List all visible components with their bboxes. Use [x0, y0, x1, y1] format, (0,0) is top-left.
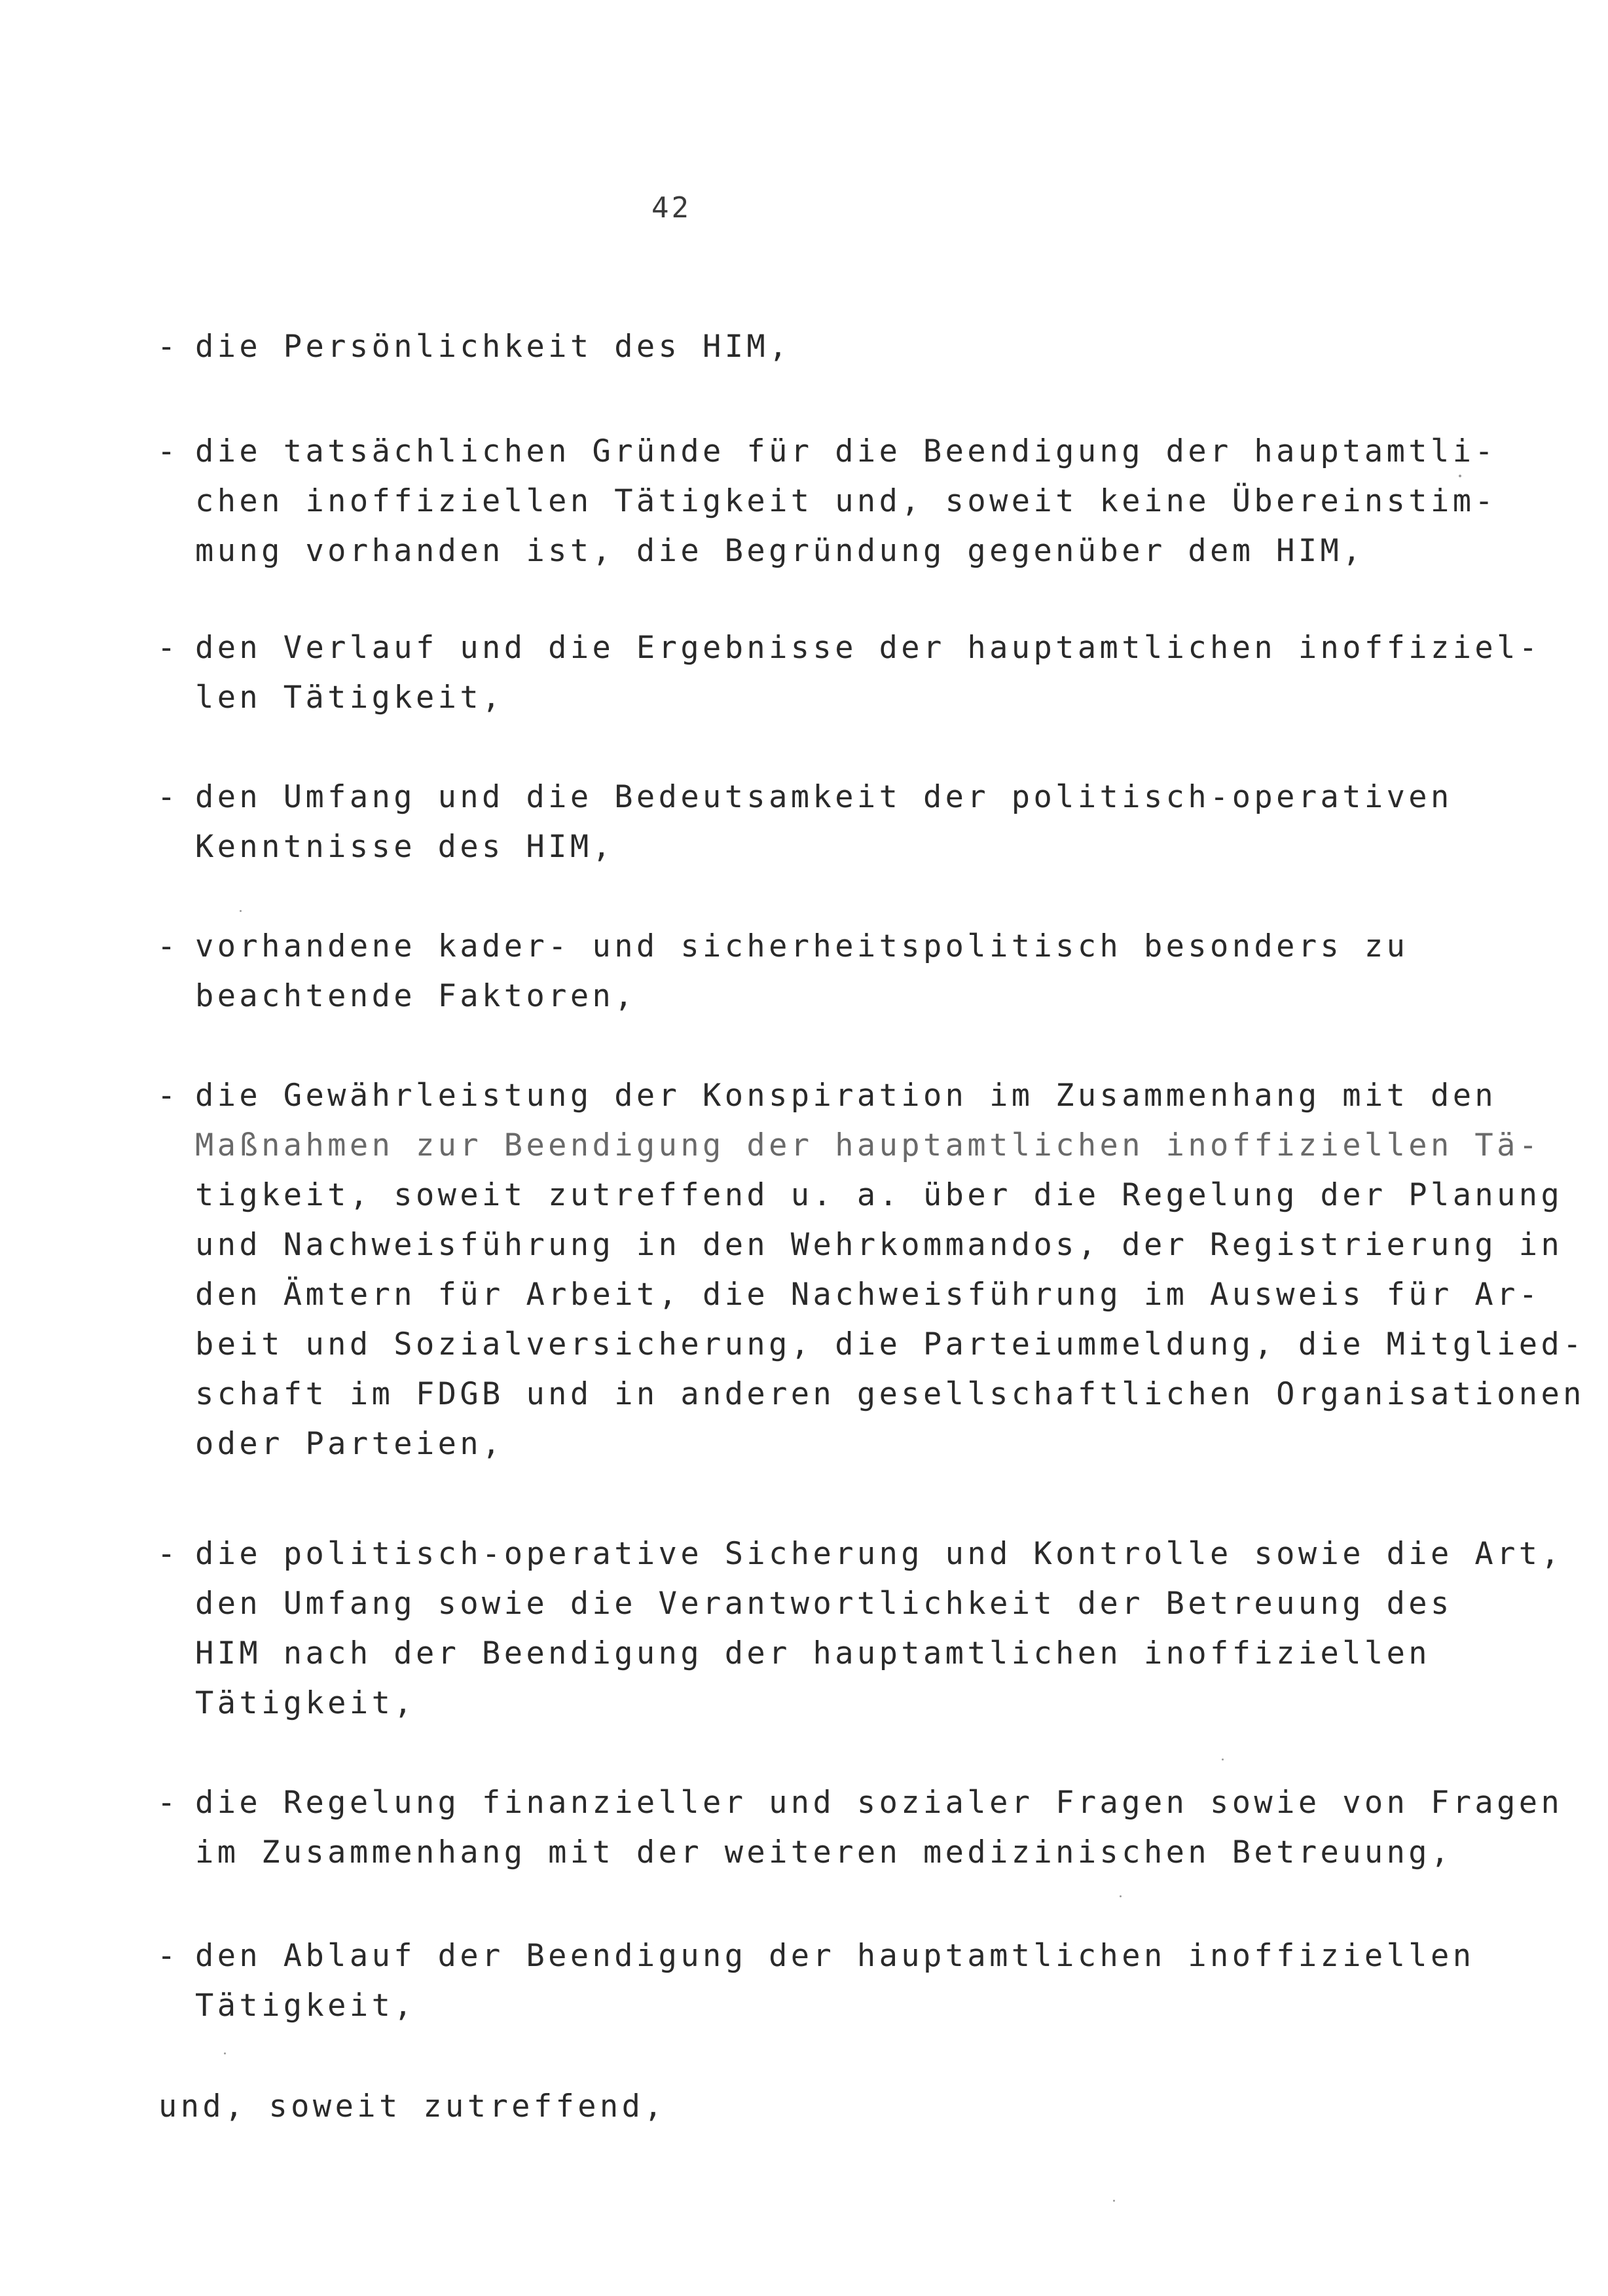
- list-item-line: Tätigkeit,: [195, 1685, 416, 1721]
- list-item-line: die Regelung finanzieller und sozialer Fragen sowie von Fragen: [195, 1785, 1563, 1821]
- list-dash: -: [157, 433, 179, 469]
- scan-speck: [1120, 1895, 1122, 1897]
- scan-speck: [1113, 2200, 1115, 2202]
- list-dash: -: [157, 1078, 179, 1114]
- list-item-line: den Umfang sowie die Verantwortlichkeit der Betreuung des: [195, 1586, 1453, 1622]
- scan-speck: [224, 2052, 226, 2054]
- list-item-line: den Umfang und die Bedeutsamkeit der politisch-operativen: [195, 779, 1453, 815]
- list-item-line: beachtende Faktoren,: [195, 978, 636, 1014]
- list-item-line: tigkeit, soweit zutreffend u. a. über die Regelung der Planung: [195, 1177, 1563, 1213]
- list-item-line: im Zusammenhang mit der weiteren medizinischen Betreuung,: [195, 1834, 1453, 1870]
- list-item-line: len Tätigkeit,: [195, 680, 504, 716]
- list-dash: -: [157, 779, 179, 815]
- list-dash: -: [157, 329, 179, 365]
- scan-speck: [1459, 475, 1461, 477]
- list-item-line: die tatsächlichen Gründe für die Beendigung der hauptamtli-: [195, 433, 1497, 469]
- list-item-line: die Persönlichkeit des HIM,: [195, 329, 791, 365]
- list-item-line: chen inoffiziellen Tätigkeit und, soweit keine Übereinstim-: [195, 483, 1497, 519]
- list-item-line: beit und Sozialversicherung, die Parteiummeldung, die Mitglied-: [195, 1326, 1585, 1362]
- list-dash: -: [157, 1938, 179, 1974]
- scan-speck: [240, 910, 242, 912]
- closing-line: und, soweit zutreffend,: [158, 2088, 667, 2124]
- list-item-line: den Verlauf und die Ergebnisse der hauptamtlichen inoffiziel-: [195, 630, 1541, 666]
- list-item-line: die Gewährleistung der Konspiration im Zusammenhang mit den: [195, 1078, 1497, 1114]
- list-item-line: HIM nach der Beendigung der hauptamtlichen inoffiziellen: [195, 1635, 1431, 1671]
- list-dash: -: [157, 1785, 179, 1821]
- scan-speck: [1222, 1758, 1224, 1760]
- list-item-line: Kenntnisse des HIM,: [195, 829, 615, 865]
- list-item-line: Tätigkeit,: [195, 1988, 416, 2024]
- list-item-line: vorhandene kader- und sicherheitspolitisch besonders zu: [195, 928, 1409, 964]
- list-item-line: den Ablauf der Beendigung der hauptamtlichen inoffiziellen: [195, 1938, 1475, 1974]
- list-item-line: den Ämtern für Arbeit, die Nachweisführung im Ausweis für Ar-: [195, 1277, 1541, 1313]
- list-item-line: und Nachweisführung in den Wehrkommandos, der Registrierung in: [195, 1227, 1563, 1263]
- list-dash: -: [157, 630, 179, 666]
- list-dash: -: [157, 1536, 179, 1572]
- list-dash: -: [157, 928, 179, 964]
- list-item-line: schaft im FDGB und in anderen gesellschaftlichen Organisationen: [195, 1376, 1585, 1412]
- list-item-line: Maßnahmen zur Beendigung der hauptamtlichen inoffiziellen Tä-: [195, 1127, 1541, 1163]
- page-number: 42: [651, 191, 691, 225]
- list-item-line: mung vorhanden ist, die Begründung gegenüber dem HIM,: [195, 533, 1364, 569]
- list-item-line: oder Parteien,: [195, 1426, 504, 1462]
- list-item-line: die politisch-operative Sicherung und Kontrolle sowie die Art,: [195, 1536, 1563, 1572]
